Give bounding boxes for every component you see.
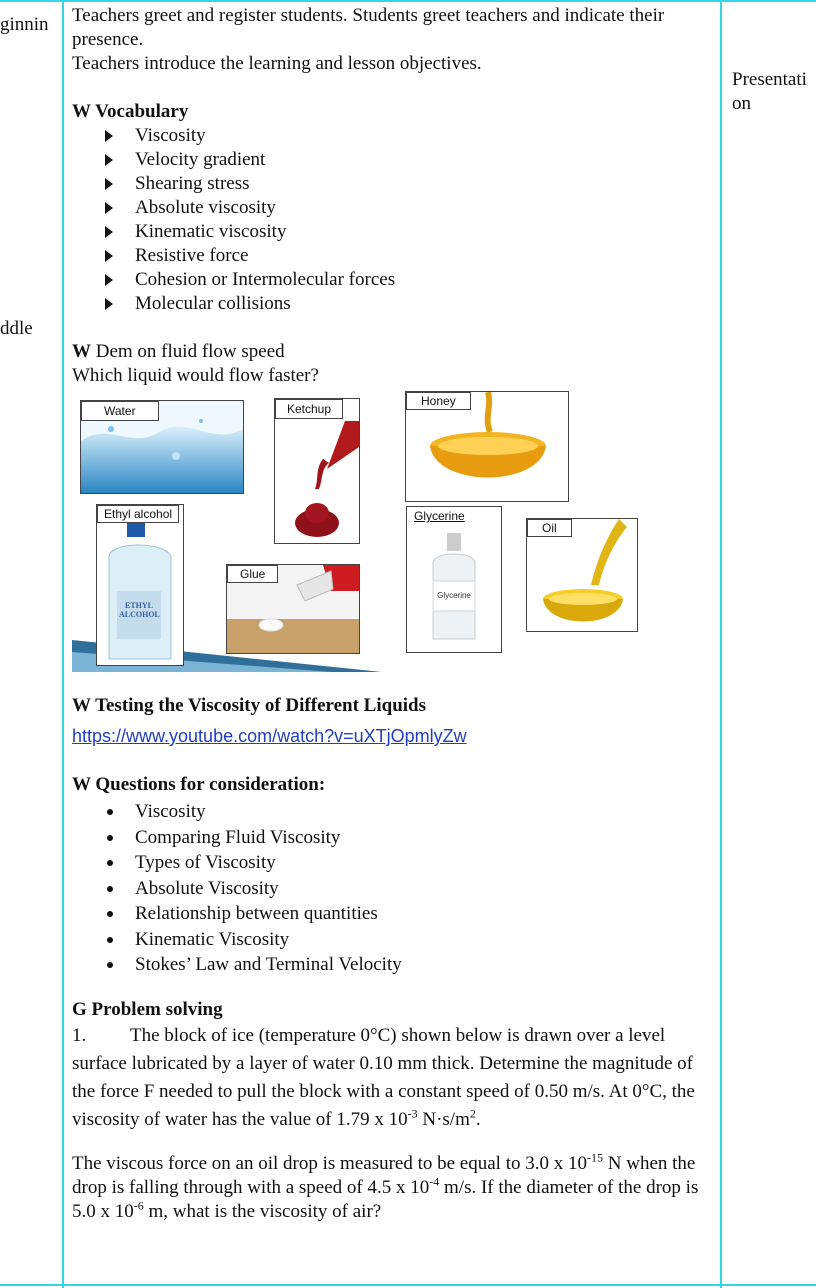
glue-image xyxy=(226,564,360,654)
table-border-left xyxy=(62,0,64,1288)
testing-link-row xyxy=(72,724,717,749)
questions-heading: W Questions for consideration: xyxy=(72,774,326,795)
list-item: Absolute Viscosity xyxy=(72,876,717,902)
oil-image xyxy=(526,518,638,632)
problem-1 xyxy=(72,1022,717,1134)
water-label: Water xyxy=(81,401,159,421)
problem-2-text-d: m, what is the viscosity of air? xyxy=(143,1200,382,1222)
problem-1-unit: N·s/m xyxy=(417,1108,470,1130)
list-item: Absolute viscosity xyxy=(72,196,717,220)
problem-1-unit-exponent: 2 xyxy=(469,1106,476,1121)
table-border-top xyxy=(0,0,816,2)
problem-2-exp-c: -6 xyxy=(133,1198,144,1213)
problem-2-text-a: The viscous force on an oil drop is measured to be equal to 3.0 x 10 xyxy=(72,1152,587,1174)
lesson-content-lower xyxy=(72,694,717,1224)
ketchup-image xyxy=(274,398,360,544)
resource-label: Presentati on xyxy=(732,69,807,114)
glue-label: Glue xyxy=(227,565,278,583)
oil-label: Oil xyxy=(527,519,572,537)
problem-2-text-b: N when the drop is falling through with a speed of 4.5 x 10 xyxy=(72,1152,696,1198)
table-border-middle xyxy=(720,0,722,1288)
vocabulary-list xyxy=(72,124,717,316)
problem-1-text: The block of ice (temperature 0°C) shown below is drawn over a level surface lubricated by a layer of water 0.10 mm thick. Determine the magnitude of the force F needed to pull the block with a constant speed of 0.50 m/s. At 0°C, the viscosity of water has the value of 1.79 x 10 xyxy=(72,1024,695,1130)
ethyl-bottle-text: ETHYL ALCOHOL xyxy=(119,601,160,619)
glycerine-bottle-text: Glycerine xyxy=(437,591,471,600)
list-item: Types of Viscosity xyxy=(72,850,717,876)
problem-1-number: 1. xyxy=(72,1024,87,1046)
list-item: Shearing stress xyxy=(72,172,717,196)
ketchup-label: Ketchup xyxy=(275,399,343,419)
list-item: Kinematic viscosity xyxy=(72,220,717,244)
vocabulary-heading: W Vocabulary xyxy=(72,101,189,122)
water-image xyxy=(80,400,244,494)
problem-2 xyxy=(72,1152,717,1224)
ethyl-alcohol-label: Ethyl alcohol xyxy=(97,505,179,523)
stage-beginning-label: ginnin xyxy=(0,14,49,35)
intro-objectives: Teachers introduce the learning and lesson objectives. xyxy=(72,53,482,74)
problem-1-end: . xyxy=(475,1108,481,1130)
demo-question: Which liquid would flow faster? xyxy=(72,365,319,386)
ketchup-bottle-icon xyxy=(275,399,359,543)
demo-heading-marker: W xyxy=(72,341,91,362)
problem-2-exp-a: -15 xyxy=(587,1150,603,1165)
liquids-collage xyxy=(72,390,672,672)
list-item: Viscosity xyxy=(72,124,717,148)
list-item: Resistive force xyxy=(72,244,717,268)
problem-2-exp-b: -4 xyxy=(429,1174,440,1189)
testing-heading: W Testing the Viscosity of Different Liquids xyxy=(72,695,427,716)
problem-1-exponent: -3 xyxy=(407,1106,418,1121)
list-item: Relationship between quantities xyxy=(72,901,717,927)
intro-greeting: Teachers greet and register students. Students greet teachers and indicate their presence. xyxy=(72,5,665,50)
glycerine-label: Glycerine xyxy=(407,507,472,525)
problem-2-text-c: m/s. If the diameter of the drop is 5.0 x 10 xyxy=(72,1176,699,1222)
ethyl-alcohol-image xyxy=(96,504,184,666)
video-link[interactable]: https://www.youtube.com/watch?v=uXTjOpmlyZw xyxy=(72,726,467,746)
list-item: Viscosity xyxy=(72,799,717,825)
questions-list xyxy=(72,799,717,978)
stage-middle-label: ddle xyxy=(0,318,33,339)
list-item: Molecular collisions xyxy=(72,292,717,316)
table-border-bottom xyxy=(0,1284,816,1286)
problem-heading: G Problem solving xyxy=(72,998,223,1020)
glycerine-image xyxy=(406,506,502,653)
list-item: Stokes’ Law and Terminal Velocity xyxy=(72,952,717,978)
list-item: Kinematic Viscosity xyxy=(72,927,717,953)
lesson-content xyxy=(72,4,717,388)
demo-heading-text: Dem on fluid flow speed xyxy=(91,341,285,362)
honey-image xyxy=(405,391,569,502)
honey-label: Honey xyxy=(406,392,471,410)
demo-heading xyxy=(72,340,717,364)
list-item: Comparing Fluid Viscosity xyxy=(72,825,717,851)
glycerine-bottle-icon xyxy=(407,507,501,652)
list-item: Cohesion or Intermolecular forces xyxy=(72,268,717,292)
list-item: Velocity gradient xyxy=(72,148,717,172)
ethyl-bottle-icon xyxy=(97,505,183,665)
